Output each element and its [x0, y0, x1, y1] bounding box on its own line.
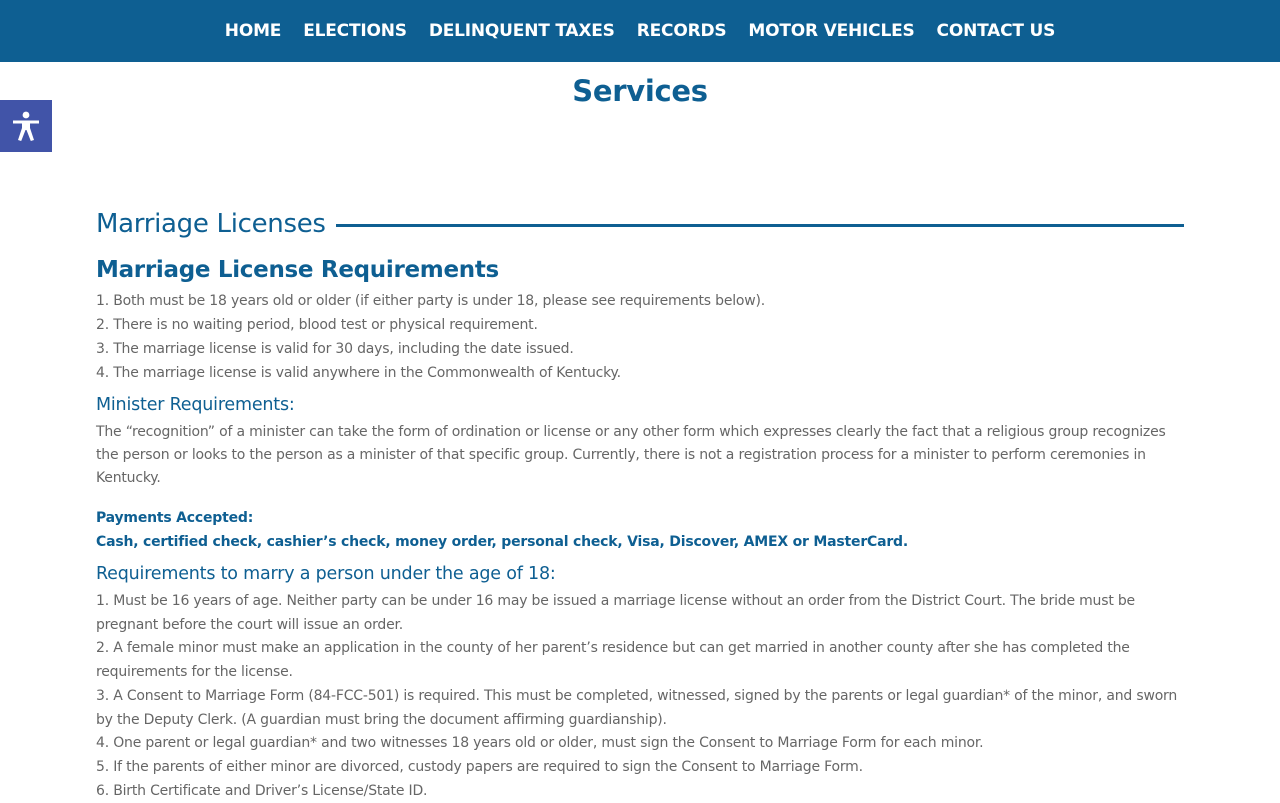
section-heading: Marriage Licenses — [96, 209, 326, 239]
section-header — [96, 205, 1184, 243]
list-item: 4. The marriage license is valid anywhere in the Commonwealth of Kentucky. — [96, 365, 621, 381]
list-item: 1. Must be 16 years of age. Neither party can be under 16 may be issued a marriage license without an order from the District Court. The bride must be pregnant before the court will issue an order. — [96, 593, 1135, 633]
main-content — [96, 205, 1184, 803]
payments-block — [96, 506, 1184, 554]
list-item: 6. Birth Certificate and Driver’s License/State ID. — [96, 782, 428, 799]
minister-text: The “recognition” of a minister can take the form of ordination or license or any other form which expresses clearly the fact that a religious group recognizes the person or looks to the person as a minister of that specific group. Currently, there is not a registration process for a minister to perform ceremonies in Kentucky. — [96, 424, 1166, 486]
nav-motor-vehicles-link[interactable]: MOTOR VEHICLES — [748, 21, 915, 41]
list-item: 2. A female minor must make an application in the county of her parent’s residence but can get married in another county after she has completed the requirements for the license. — [96, 640, 1130, 681]
list-item: 3. A Consent to Marriage Form (84-FCC-501) is required. This must be completed, witnessed, signed by the parents or legal guardian* of the minor, and sworn by the Deputy Clerk. (A guardian must bring the document affirming guardianship). — [96, 687, 1178, 728]
top-navigation — [0, 0, 1280, 62]
list-item: 3. The marriage license is valid for 30 days, including the date issued. — [96, 341, 574, 357]
list-item: 5. If the parents of either minor are divorced, custody papers are required to sign the Consent to Marriage Form. — [96, 758, 863, 775]
page-title: Services — [572, 74, 708, 108]
list-item: 1. Both must be 18 years old or older (if either party is under 18, please see requirements below). — [96, 293, 766, 309]
list-item: 4. One parent or legal guardian* and two witnesses 18 years old or older, must sign the Consent to Marriage Form for each minor. — [96, 735, 984, 752]
under-18-heading: Requirements to marry a person under the age of 18: — [96, 564, 556, 584]
nav-home-link[interactable]: HOME — [224, 21, 282, 41]
minister-heading: Minister Requirements: — [96, 395, 295, 415]
section-divider — [336, 224, 1184, 227]
payments-methods: Cash, certified check, cashier’s check, money order, personal check, Visa, Discover, AMEX or MasterCard. — [96, 534, 908, 550]
requirements-heading: Marriage License Requirements — [96, 257, 499, 283]
nav-elections-link[interactable]: ELECTIONS — [303, 21, 407, 41]
nav-contact-us-link[interactable]: CONTACT US — [936, 21, 1056, 41]
payments-label: Payments Accepted: — [96, 510, 254, 526]
nav-menu — [225, 21, 1055, 41]
list-item: 2. There is no waiting period, blood test or physical requirement. — [96, 317, 538, 333]
under-18-list — [96, 590, 1184, 803]
nav-delinquent-taxes-link[interactable]: DELINQUENT TAXES — [428, 21, 615, 41]
requirements-list — [96, 289, 1184, 385]
accessibility-icon — [9, 109, 43, 143]
nav-records-link[interactable]: RECORDS — [636, 21, 727, 41]
